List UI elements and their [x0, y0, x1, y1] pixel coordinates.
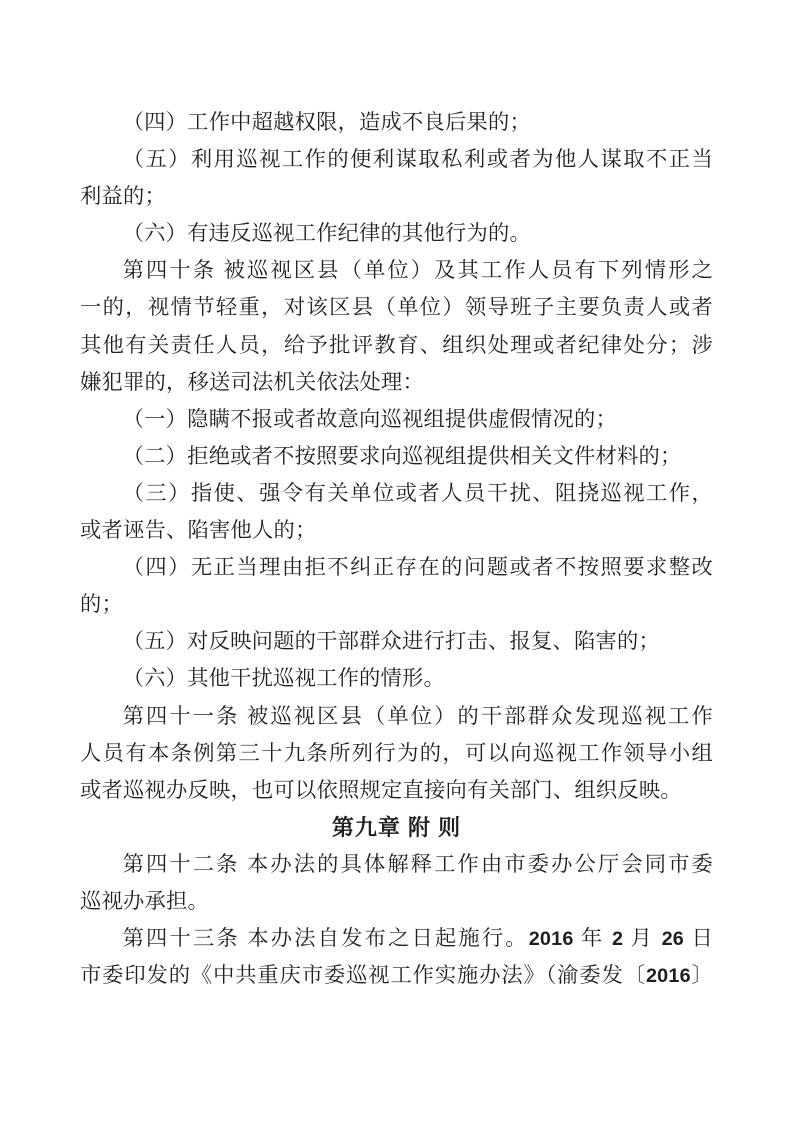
text-line: （五）利用巡视工作的便利谋取私利或者为他人谋取不正当: [122, 147, 713, 172]
text-line: 第四十一条 被巡视区县（单位）的干部群众发现巡视工作: [122, 703, 713, 728]
text-line: （五）对反映问题的干部群众进行打击、报复、陷害的；: [122, 629, 661, 654]
text-line: 市委印发的《中共重庆市委巡视工作实施办法》（渝委发〔2016〕: [80, 963, 713, 988]
text-line: 利益的；: [80, 184, 166, 209]
text-line: （四）工作中超越权限，造成不良后果的；: [122, 110, 532, 134]
text-line: （三）指使、强令有关单位或者人员干扰、阻挠巡视工作，: [122, 480, 713, 505]
text-line: 嫌犯罪的，移送司法机关依法处理：: [80, 369, 424, 394]
text-line: 的；: [80, 592, 123, 617]
text-line: 第四十三条 本办法自发布之日起施行。2016 年 2 月 26 日: [122, 926, 713, 951]
text-line: 或者巡视办反映，也可以依照规定直接向有关部门、组织反映。: [80, 777, 682, 802]
text-line: （六）其他干扰巡视工作的情形。: [122, 666, 446, 691]
numeral: 2016: [645, 965, 691, 988]
text-line: 其他有关责任人员，给予批评教育、组织处理或者纪律处分；涉: [80, 332, 713, 357]
text-line: 第四十二条 本办法的具体解释工作由市委办公厅会同市委: [122, 851, 713, 876]
numeral: 26: [661, 928, 685, 951]
numeral: 2016: [528, 928, 574, 951]
chapter-heading: 第九章 附 则: [331, 814, 462, 840]
text-line: 巡视办承担。: [80, 888, 209, 913]
document-body: [80, 104, 713, 994]
text-line: （一）隐瞒不报或者故意向巡视组提供虚假情况的；: [122, 406, 618, 431]
text-line: 人员有本条例第三十九条所列行为的，可以向巡视工作领导小组: [80, 740, 713, 765]
text-line: （二）拒绝或者不按照要求向巡视组提供相关文件材料的；: [122, 443, 682, 468]
text-line: 第四十条 被巡视区县（单位）及其工作人员有下列情形之: [122, 258, 713, 283]
text-line: 一的，视情节轻重，对该区县（单位）领导班子主要负责人或者: [80, 295, 713, 320]
text-line: （六）有违反巡视工作纪律的其他行为的。: [122, 221, 532, 246]
text-line: 或者诬告、陷害他人的；: [80, 518, 317, 543]
numeral: 2: [611, 928, 624, 951]
text-line: （四）无正当理由拒不纠正存在的问题或者不按照要求整改: [122, 555, 713, 580]
